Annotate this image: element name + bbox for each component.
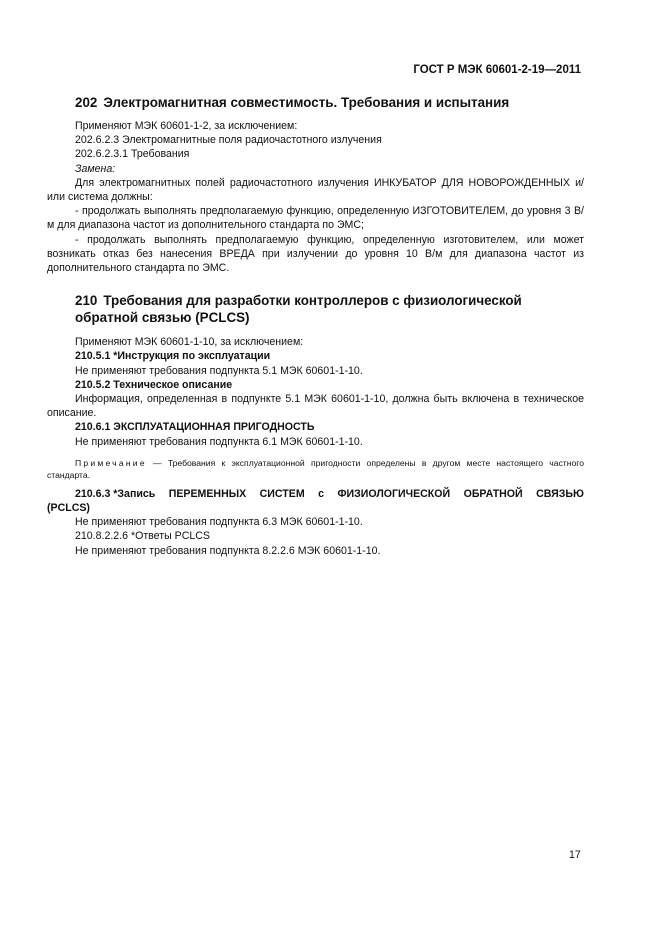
heading-word: СИСТЕМ	[259, 487, 305, 500]
paragraph: Не применяют требования подпункта 6.1 МЭК 60601-1-10.	[75, 435, 363, 448]
replacement-label: Замена:	[75, 162, 116, 175]
paragraph: Информация, определенная в подпункте 5.1 МЭК 60601-1-10, должна быть включена в техническое описание.	[47, 393, 584, 420]
heading-word: с	[318, 487, 324, 500]
applies-text: Применяют МЭК 60601-1-2, за исключением:	[75, 120, 298, 132]
subclause-heading: 210.8.2.2.6 *Ответы PCLCS	[75, 530, 210, 543]
section-202-heading	[47, 94, 584, 111]
heading-word: 210.6.3 *Запись	[75, 487, 156, 500]
subclause-heading-tail: (PCLCS)	[47, 502, 90, 515]
subclause-heading-spread	[47, 487, 584, 501]
section-title: Электромагнитная совместимость. Требования и испытания	[103, 95, 510, 110]
applies-text: Применяют МЭК 60601-1-10, за исключением:	[75, 336, 304, 349]
heading-word: ПЕРЕМЕННЫХ	[168, 487, 247, 500]
section-title-line2: обратной связью (PCLCS)	[75, 310, 250, 326]
paragraph: Для электромагнитных полей радиочастотного излучения ИНКУБАТОР ДЛЯ НОВОРОЖДЕННЫХ и/или система должны:	[47, 176, 584, 204]
heading-word: СВЯЗЬЮ	[536, 487, 584, 500]
paragraph: Не применяют требования подпункта 8.2.2.6 МЭК 60601-1-10.	[75, 544, 381, 557]
section-number: 210	[75, 293, 98, 309]
heading-word: ОБРАТНОЙ	[463, 487, 523, 500]
subclause-heading: 210.5.1 *Инструкция по эксплуатации	[75, 350, 271, 363]
paragraph: Не применяют требования подпункта 5.1 МЭК 60601-1-10.	[75, 364, 363, 377]
paragraph: Не применяют требования подпункта 6.3 МЭК 60601-1-10.	[75, 516, 363, 529]
note-label: Примечание	[75, 457, 147, 468]
note-text: — Требования к эксплуатационной пригодности определены в другом месте настоящего частного стандарта.	[47, 457, 584, 480]
page-content	[47, 94, 584, 558]
list-item: - продолжать выполнять предполагаемую функцию, определенную ИЗГОТОВИТЕЛЕМ, до уровня 3 В/м для диапазона частот из дополнительного стандарта по ЭМС;	[47, 205, 584, 232]
subclause-heading: 210.6.1 ЭКСПЛУАТАЦИОННАЯ ПРИГОДНОСТЬ	[75, 421, 315, 434]
subclause-heading: 202.6.2.3.1 Требования	[75, 148, 190, 161]
section-210-heading	[47, 292, 584, 326]
heading-word: ФИЗИОЛОГИЧЕСКОЙ	[337, 487, 451, 500]
section-number: 202	[75, 95, 98, 110]
page-number: 17	[569, 849, 581, 861]
list-item: - продолжать выполнять предполагаемую функцию, определенную изготовителем, или может возникать отказ без нанесения ВРЕДА при излучении до уровня 10 В/м для диапазона частот из дополнительного стандарта по ЭМС.	[47, 233, 584, 275]
note	[47, 457, 584, 481]
subclause-heading: 202.6.2.3 Электромагнитные поля радиочастотного излучения	[75, 134, 382, 147]
section-title: Требования для разработки контроллеров с физиологической	[103, 293, 522, 309]
subclause-heading: 210.5.2 Техническое описание	[75, 378, 233, 391]
standard-code: ГОСТ Р МЭК 60601-2-19—2011	[413, 64, 581, 76]
